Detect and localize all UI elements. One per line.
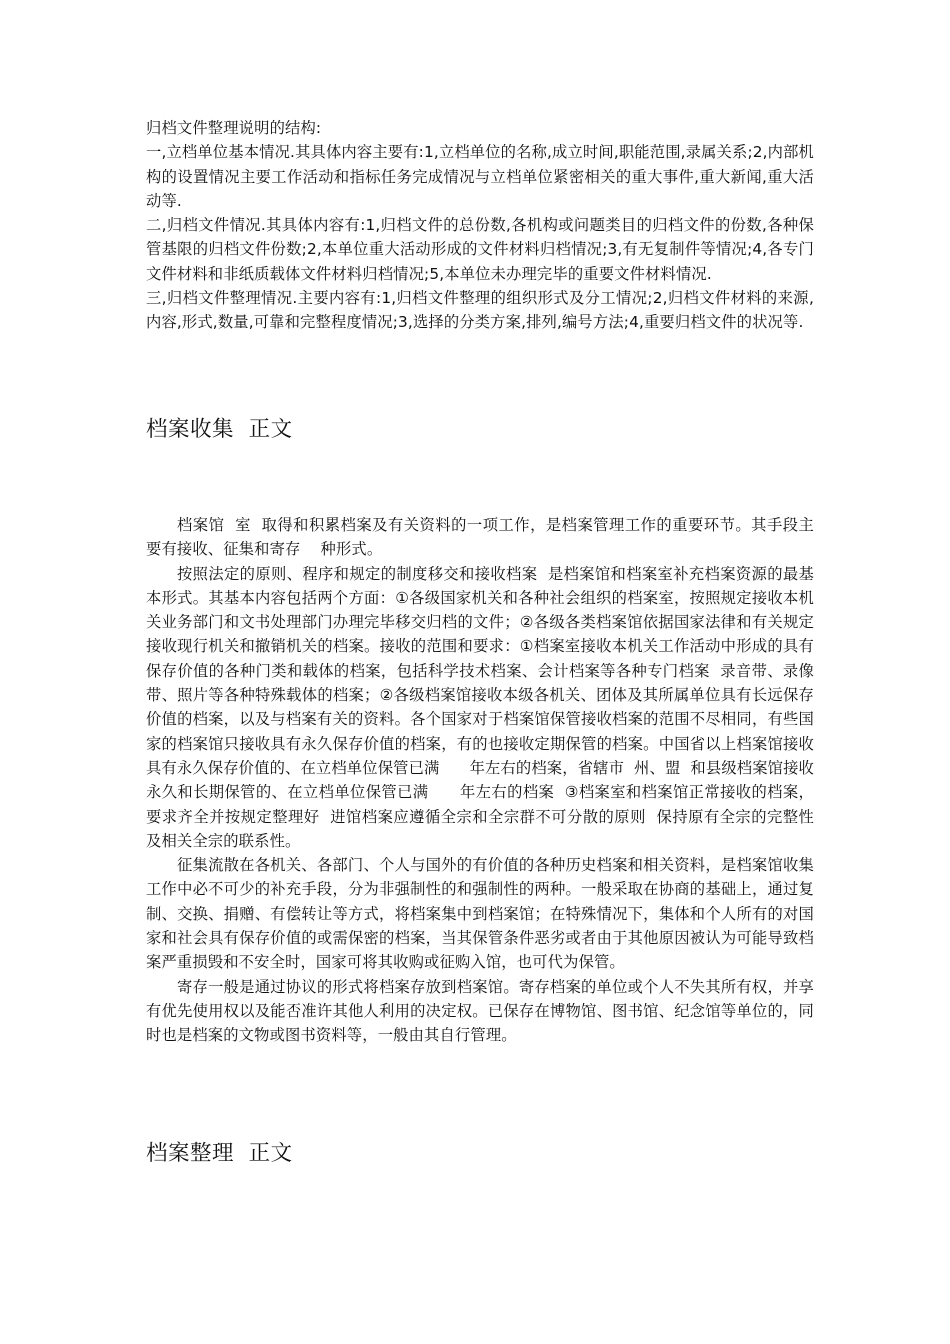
archive-collection-body xyxy=(146,513,814,1048)
intro-section-2: 二,归档文件情况.其具体内容有:1,归档文件的总份数,各机构或问题类目的归档文件的份数,各种保管基限的归档文件份数;2,本单位重大活动形成的文件材料归档情况;3,有无复制件等情况;4,各专门文件材料和非纸质载体文件材料归档情况;5,本单位未办理完毕的重要文件材料情况. xyxy=(146,216,814,283)
archive-explanation-structure xyxy=(146,116,814,335)
collection-paragraph-1: 档案馆 室 取得和积累档案及有关资料的一项工作，是档案管理工作的重要环节。其手段主要有接收、征集和寄存 种形式。 xyxy=(146,516,814,559)
collection-paragraph-2: 按照法定的原则、程序和规定的制度移交和接收档案 是档案馆和档案室补充档案资源的最基本形式。其基本内容包括两个方面：①各级国家机关和各种社会组织的档案室，按照规定接收本机关业务部门和文书处理部门办理完毕移交归档的文件；②各级各类档案馆依据国家法律和有关规定接收现行机关和撤销机关的档案。接收的范围和要求：①档案室接收本机关工作活动中形成的具有保存价值的各种门类和载体的档案，包括科学技术档案、会计档案等各种专门档案 录音带、录像带、照片等各种特殊载体的档案；②各级档案馆接收本级各机关、团体及其所属单位具有长远保存价值的档案，以及与档案有关的资料。各个国家对于档案馆保管接收档案的范围不尽相同，有些国家的档案馆只接收具有永久保存价值的档案，有的也接收定期保管的档案。中国省以上档案馆接收具有永久保存价值的、在立档单位保管已满 年左右的档案，省辖市 州、盟 和县级档案馆接收永久和长期保管的、在立档单位保管已满 年左右的档案 ③档案室和档案馆正常接收的档案，要求齐全并按规定整理好 进馆档案应遵循全宗和全宗群不可分散的原则 保持原有全宗的完整性及相关全宗的联系性。 xyxy=(146,564,815,850)
intro-section-3: 三,归档文件整理情况.主要内容有:1,归档文件整理的组织形式及分工情况;2,归档文件材料的来源,内容,形式,数量,可靠和完整程度情况;3,选择的分类方案,排列,编号方法;4,重要归档文件的状况等. xyxy=(146,289,814,332)
collection-paragraph-3: 征集流散在各机关、各部门、个人与国外的有价值的各种历史档案和相关资料，是档案馆收集工作中必不可少的补充手段，分为非强制性的和强制性的两种。一般采取在协商的基础上，通过复制、交换、捐赠、有偿转让等方式，将档案集中到档案馆；在特殊情况下，集体和个人所有的对国家和社会具有保存价值的或需保密的档案，当其保管条件恶劣或者由于其他原因被认为可能导致档案严重损毁和不安全时，国家可将其收购或征购入馆，也可代为保管。 xyxy=(146,856,814,972)
heading-archive-collection: 档案收集 正文 xyxy=(146,417,293,442)
heading-archive-arrangement: 档案整理 正文 xyxy=(146,1141,293,1166)
intro-section-1: 一,立档单位基本情况.其具体内容主要有:1,立档单位的名称,成立时间,职能范围,录属关系;2,内部机构的设置情况主要工作活动和指标任务完成情况与立档单位紧密相关的重大事件,重大新闻,重大活动等. xyxy=(146,143,814,210)
collection-paragraph-4: 寄存一般是通过协议的形式将档案存放到档案馆。寄存档案的单位或个人不失其所有权，并享有优先使用权以及能否准许其他人利用的决定权。已保存在博物馆、图书馆、纪念馆等单位的，同时也是档案的文物或图书资料等，一般由其自行管理。 xyxy=(146,977,814,1045)
intro-title: 归档文件整理说明的结构: xyxy=(146,119,322,137)
